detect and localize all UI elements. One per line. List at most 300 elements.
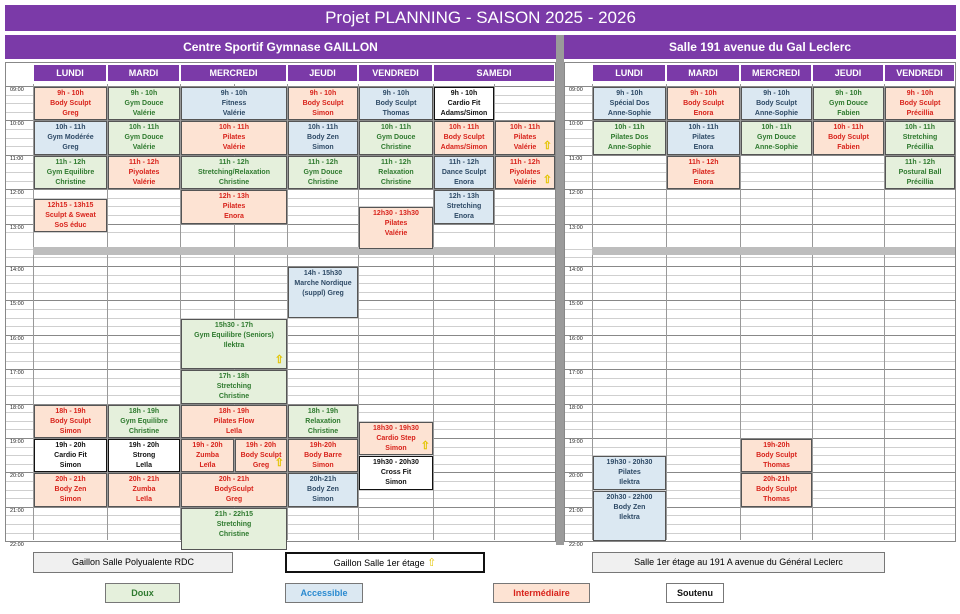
class-time: 20h-21h bbox=[309, 476, 337, 484]
day-header-left-mardi: MARDI bbox=[107, 64, 180, 82]
time-label-left: 13:00 bbox=[10, 224, 24, 231]
time-label-right: 10:00 bbox=[569, 121, 583, 128]
right-grid-line bbox=[565, 404, 955, 405]
right-grid-line bbox=[565, 352, 955, 353]
right-grid-line bbox=[565, 412, 955, 413]
class-name: Piyolates bbox=[509, 168, 541, 176]
class-coach: Enora bbox=[224, 213, 244, 221]
class-coach: Ilektra bbox=[223, 341, 245, 349]
class-time: 19h - 20h bbox=[128, 442, 160, 449]
left-class-block[interactable] bbox=[359, 422, 433, 455]
class-coach: Valérie bbox=[513, 178, 537, 186]
class-time: 11h - 12h bbox=[308, 158, 338, 166]
class-coach: Enora bbox=[693, 144, 714, 152]
class-name: Body Sculpt bbox=[50, 100, 91, 107]
right-grid-line bbox=[565, 318, 955, 319]
class-time: 11h - 12h bbox=[449, 158, 479, 166]
time-label-right: 11:00 bbox=[569, 155, 583, 162]
class-name: Spécial Dos bbox=[609, 100, 650, 107]
right-grid-line bbox=[565, 421, 955, 422]
left-class-block[interactable] bbox=[235, 439, 287, 472]
right-class-block[interactable] bbox=[813, 121, 884, 154]
left-grid-line bbox=[6, 257, 555, 258]
right-grid-line bbox=[565, 198, 955, 199]
class-name: Pilates bbox=[513, 134, 537, 142]
class-coach: Simon bbox=[385, 444, 407, 452]
legend-place-first-floor bbox=[285, 552, 485, 573]
class-time: 20h-21h bbox=[763, 476, 790, 484]
class-time: 19h-20h bbox=[309, 442, 337, 449]
left-class-block[interactable] bbox=[181, 87, 287, 120]
class-coach: Valérie bbox=[222, 144, 246, 152]
class-coach: Simon bbox=[312, 496, 334, 504]
class-coach: Simon bbox=[59, 427, 82, 435]
left-class-block[interactable] bbox=[34, 199, 107, 232]
right-class-block[interactable] bbox=[741, 473, 812, 506]
class-name: Zumba bbox=[132, 486, 156, 494]
left-class-block[interactable] bbox=[108, 439, 180, 472]
right-class-block[interactable] bbox=[667, 156, 740, 189]
left-class-block[interactable] bbox=[108, 121, 180, 154]
class-coach: Enora bbox=[454, 213, 474, 221]
right-class-block[interactable] bbox=[667, 121, 740, 154]
left-class-block[interactable] bbox=[181, 439, 234, 472]
class-coach: Greg bbox=[225, 496, 243, 504]
time-label-left: 22:00 bbox=[10, 542, 24, 549]
class-coach: Ilektra bbox=[619, 513, 640, 521]
class-name: Gym Douce bbox=[829, 100, 868, 107]
left-class-block[interactable] bbox=[181, 121, 287, 154]
class-name: Gym Douce bbox=[124, 100, 164, 107]
time-label-right: 17:00 bbox=[569, 370, 583, 377]
left-class-block[interactable] bbox=[288, 473, 358, 506]
class-name: Body Sculpt bbox=[756, 486, 797, 494]
class-time: 11h - 12h bbox=[129, 158, 159, 166]
class-time: 20h - 21h bbox=[55, 476, 86, 484]
right-class-block[interactable] bbox=[885, 121, 955, 154]
class-time: 18h - 19h bbox=[128, 407, 160, 415]
class-time: 10h - 11h bbox=[833, 124, 864, 132]
time-label-left: 18:00 bbox=[10, 404, 24, 411]
class-time: 19h-20h bbox=[763, 442, 790, 449]
class-coach: Thomas bbox=[763, 496, 790, 504]
class-name: Pilates bbox=[222, 134, 246, 142]
left-class-block[interactable] bbox=[181, 156, 287, 189]
left-class-block[interactable] bbox=[34, 405, 107, 438]
class-coach: Ilektra bbox=[619, 479, 640, 487]
class-time: 18h30 - 19h30 bbox=[373, 424, 419, 432]
day-header-right-lundi: LUNDI bbox=[592, 64, 666, 82]
class-coach: Leïla bbox=[199, 462, 216, 469]
right-grid-line bbox=[565, 309, 955, 310]
class-name: Dance Sculpt bbox=[441, 168, 487, 176]
class-time: 15h30 - 17h bbox=[214, 321, 254, 329]
left-class-block[interactable] bbox=[288, 87, 358, 120]
arrow-up-icon: ⇧ bbox=[274, 457, 284, 470]
left-class-block[interactable] bbox=[181, 508, 287, 550]
left-class-block[interactable] bbox=[434, 87, 494, 120]
class-coach: Simon bbox=[385, 479, 407, 487]
time-label-left: 17:00 bbox=[10, 370, 24, 377]
class-time: 10h - 11h bbox=[510, 124, 540, 132]
class-name: Relaxation bbox=[305, 417, 341, 425]
class-time: 11h - 12h bbox=[510, 158, 540, 166]
class-name: Gym Equilibre bbox=[46, 168, 95, 176]
class-name: Sculpt & Sweat bbox=[45, 211, 96, 219]
class-name: Cardio Step bbox=[376, 434, 416, 442]
class-name: Pilates bbox=[618, 469, 641, 477]
class-coach: Valérie bbox=[384, 230, 408, 238]
legend-level-doux: Doux bbox=[105, 583, 180, 603]
class-coach: Christine bbox=[307, 427, 339, 435]
class-coach: Valérie bbox=[132, 144, 156, 152]
arrow-up-icon: ⇧ bbox=[542, 174, 552, 187]
right-grid-line bbox=[565, 275, 955, 276]
left-class-block[interactable] bbox=[181, 319, 287, 370]
right-grid-line bbox=[565, 266, 955, 267]
class-time: 10h - 11h bbox=[129, 124, 159, 132]
class-coach: Christine bbox=[307, 178, 339, 186]
time-label-right: 21:00 bbox=[569, 507, 583, 514]
class-time: 10h - 11h bbox=[381, 124, 411, 132]
class-time: 9h - 10h bbox=[450, 90, 478, 97]
class-name: Piyolates bbox=[128, 168, 160, 176]
class-coach: Leïla bbox=[136, 496, 152, 504]
class-coach: Christine bbox=[128, 427, 160, 435]
class-time: 18h - 19h bbox=[307, 407, 339, 415]
right-grid-line bbox=[565, 257, 955, 258]
class-time: 10h - 11h bbox=[55, 124, 86, 132]
left-class-block[interactable] bbox=[181, 405, 287, 438]
class-name: Postural Ball bbox=[898, 168, 942, 176]
class-name: Body Sculpt bbox=[756, 100, 797, 107]
class-name: Marche Nordique bbox=[294, 280, 352, 287]
right-grid-line bbox=[565, 215, 955, 216]
left-grid-line bbox=[6, 292, 555, 293]
class-coach: Greg bbox=[252, 462, 270, 469]
class-name: Body Zen bbox=[307, 134, 339, 142]
left-class-block[interactable] bbox=[288, 439, 358, 472]
day-header-right-mercredi: MERCREDI bbox=[740, 64, 812, 82]
time-label-left: 21:00 bbox=[10, 507, 24, 514]
left-class-block[interactable] bbox=[288, 156, 358, 189]
time-label-right: 22:00 bbox=[569, 542, 583, 549]
arrow-up-icon: ⇧ bbox=[427, 557, 437, 569]
class-coach: Christine bbox=[218, 530, 250, 538]
class-time: 9h - 10h bbox=[835, 90, 862, 97]
right-class-block[interactable] bbox=[741, 439, 812, 472]
class-time: 11h - 12h bbox=[219, 158, 249, 166]
class-time: 19h - 20h bbox=[55, 442, 86, 449]
legend-place-rdc: Gaillon Salle Polyualente RDC bbox=[33, 552, 233, 573]
left-class-block[interactable] bbox=[434, 121, 494, 154]
class-time: 9h - 10h bbox=[57, 90, 84, 97]
left-class-block[interactable] bbox=[359, 456, 433, 489]
left-class-block[interactable] bbox=[288, 121, 358, 154]
left-class-block[interactable] bbox=[359, 207, 433, 248]
legend-level-intermediaire: Intermédiaire bbox=[493, 583, 590, 603]
left-class-block[interactable] bbox=[359, 156, 433, 189]
class-coach: Précillia bbox=[906, 144, 934, 152]
class-name: Body Sculpt bbox=[683, 100, 724, 107]
left-class-block[interactable] bbox=[34, 156, 107, 189]
time-label-left: 12:00 bbox=[10, 190, 24, 197]
left-class-block[interactable] bbox=[288, 267, 358, 318]
class-name: Strong bbox=[132, 452, 156, 459]
class-name: Gym Equilibre bbox=[120, 417, 168, 425]
left-grid-line bbox=[6, 266, 555, 267]
time-label-right: 16:00 bbox=[569, 335, 583, 342]
class-coach: Leïla bbox=[136, 462, 152, 469]
arrow-up-icon: ⇧ bbox=[542, 139, 552, 152]
right-grid-line bbox=[565, 189, 955, 190]
class-coach: Greg bbox=[62, 110, 79, 117]
left-class-block[interactable] bbox=[34, 473, 107, 506]
class-name: Pilates bbox=[692, 168, 715, 176]
left-class-block[interactable] bbox=[34, 439, 107, 472]
class-time: 12h30 - 13h30 bbox=[373, 210, 419, 218]
time-label-left: 16:00 bbox=[10, 335, 24, 342]
left-grid-line bbox=[6, 232, 555, 233]
time-label-left: 09:00 bbox=[10, 87, 24, 93]
right-class-block[interactable] bbox=[741, 121, 812, 154]
class-name: Cardio Fit bbox=[447, 100, 481, 107]
class-time: 9h - 10h bbox=[690, 90, 717, 97]
time-label-right: 18:00 bbox=[569, 404, 583, 411]
legend-place-191: Salle 1er étage au 191 A avenue du Général Leclerc bbox=[592, 552, 885, 573]
left-class-block[interactable] bbox=[495, 156, 555, 189]
left-class-block[interactable] bbox=[359, 87, 433, 120]
class-name: Cross Fit bbox=[380, 469, 412, 477]
right-class-block[interactable] bbox=[593, 491, 666, 542]
class-coach: Leïla bbox=[226, 427, 242, 435]
left-class-block[interactable] bbox=[108, 87, 180, 120]
left-class-block[interactable] bbox=[34, 121, 107, 154]
left-grid-line bbox=[6, 283, 555, 284]
right-grid-line bbox=[565, 361, 955, 362]
class-coach: Anne-Sophie bbox=[754, 144, 799, 152]
class-time: 10h - 11h bbox=[688, 124, 719, 132]
day-header-left-jeudi: JEUDI bbox=[287, 64, 358, 82]
left-class-block[interactable] bbox=[181, 473, 287, 506]
day-header-left-samedi: SAMEDI bbox=[433, 64, 555, 82]
time-label-right: 14:00 bbox=[569, 267, 583, 273]
class-coach: (suppl) Greg bbox=[302, 290, 344, 297]
right-class-block[interactable] bbox=[813, 87, 884, 120]
day-header-right-vendredi: VENDREDI bbox=[884, 64, 955, 82]
class-time: 17h - 18h bbox=[218, 373, 250, 381]
time-label-right: 20:00 bbox=[569, 473, 583, 480]
class-coach: Simon bbox=[312, 144, 334, 152]
venue-left-title: Centre Sportif Gymnase GAILLON bbox=[5, 35, 556, 59]
right-grid-line bbox=[565, 395, 955, 396]
class-time: 19h - 20h bbox=[245, 442, 277, 449]
class-time: 19h30 - 20h30 bbox=[606, 459, 653, 467]
time-label-right: 13:00 bbox=[569, 224, 583, 231]
right-grid-line bbox=[565, 300, 955, 301]
day-header-left-mercredi: MERCREDI bbox=[180, 64, 287, 82]
class-coach: Simon bbox=[312, 462, 334, 469]
class-time: 9h - 10h bbox=[616, 90, 643, 97]
class-coach: Simon bbox=[312, 110, 334, 117]
venue-right-title: Salle 191 avenue du Gal Leclerc bbox=[564, 35, 956, 59]
right-grid-line bbox=[565, 429, 955, 430]
class-name: Body Zen bbox=[307, 486, 339, 494]
right-grid-line bbox=[565, 224, 955, 225]
class-coach: Christine bbox=[55, 178, 86, 186]
class-name: Stretching bbox=[216, 383, 252, 391]
right-class-block[interactable] bbox=[885, 87, 955, 120]
class-time: 20h30 - 22h00 bbox=[606, 493, 653, 501]
class-name: Body Zen bbox=[54, 486, 87, 494]
class-time: 10h - 11h bbox=[308, 124, 338, 132]
time-label-left: 19:00 bbox=[10, 439, 24, 445]
class-time: 11h - 12h bbox=[55, 158, 86, 166]
class-coach: Greg bbox=[62, 144, 79, 152]
day-header-right-jeudi: JEUDI bbox=[812, 64, 884, 82]
class-time: 10h - 11h bbox=[219, 124, 249, 132]
class-name: Gym Douce bbox=[124, 134, 164, 142]
class-coach: Christine bbox=[380, 144, 412, 152]
right-class-block[interactable] bbox=[593, 87, 666, 120]
right-class-block[interactable] bbox=[593, 121, 666, 154]
class-name: Pilates Flow bbox=[213, 417, 255, 425]
class-name: Relaxation bbox=[378, 168, 414, 176]
right-class-block[interactable] bbox=[885, 156, 955, 189]
legend-place-first-floor-label: Gaillon Salle 1er étage bbox=[333, 558, 425, 568]
class-name: Pilates bbox=[222, 203, 246, 211]
left-class-block[interactable] bbox=[108, 405, 180, 438]
left-class-block[interactable] bbox=[434, 190, 494, 223]
time-label-right: 15:00 bbox=[569, 301, 583, 308]
class-time: 18h - 19h bbox=[218, 407, 250, 415]
class-coach: Anne-Sophie bbox=[607, 144, 652, 152]
class-time: 10h - 11h bbox=[905, 124, 935, 132]
time-label-left: 15:00 bbox=[10, 301, 24, 308]
right-grid-line bbox=[565, 292, 955, 293]
class-time: 12h - 13h bbox=[218, 193, 250, 201]
class-time: 12h15 - 13h15 bbox=[47, 201, 94, 209]
class-name: Body Barre bbox=[304, 452, 342, 459]
class-name: Body Zen bbox=[613, 503, 646, 511]
left-class-block[interactable] bbox=[434, 156, 494, 189]
class-name: Gym Equilibre (Seniors) bbox=[194, 331, 274, 339]
class-coach: Enora bbox=[693, 110, 714, 117]
left-grid-line bbox=[6, 275, 555, 276]
left-class-block[interactable] bbox=[495, 121, 555, 154]
panel-divider bbox=[556, 35, 564, 545]
right-grid-line bbox=[565, 326, 955, 327]
class-coach: Fabien bbox=[837, 144, 860, 152]
right-class-block[interactable] bbox=[741, 87, 812, 120]
class-name: Pilates Dos bbox=[610, 134, 649, 142]
class-name: Body Sculpt bbox=[375, 100, 417, 107]
right-grid-line bbox=[565, 283, 955, 284]
class-coach: Anne-Sophie bbox=[607, 110, 652, 117]
left-class-block[interactable] bbox=[181, 190, 287, 223]
class-time: 11h - 12h bbox=[905, 158, 935, 166]
left-class-block[interactable] bbox=[359, 121, 433, 154]
day-header-left-lundi: LUNDI bbox=[33, 64, 107, 82]
class-coach: Thomas bbox=[763, 462, 790, 469]
left-class-block[interactable] bbox=[288, 405, 358, 438]
right-break-band bbox=[592, 247, 955, 255]
class-time: 9h - 10h bbox=[309, 90, 337, 97]
right-grid-line bbox=[565, 335, 955, 336]
class-name: Gym Modérée bbox=[47, 134, 94, 142]
class-name: Gym Douce bbox=[757, 134, 796, 142]
class-coach: Simon bbox=[59, 496, 82, 504]
legend-level-soutenu: Soutenu bbox=[666, 583, 724, 603]
class-name: Body Sculpt bbox=[302, 100, 344, 107]
right-grid-line bbox=[565, 386, 955, 387]
class-coach: Valérie bbox=[132, 110, 156, 117]
class-time: 19h30 - 20h30 bbox=[373, 459, 419, 467]
class-name: Body Sculpt bbox=[899, 100, 941, 107]
class-time: 21h - 22h15 bbox=[214, 510, 254, 518]
time-label-right: 19:00 bbox=[569, 439, 583, 445]
class-name: Stretching bbox=[446, 203, 482, 211]
time-label-right: 12:00 bbox=[569, 190, 583, 197]
class-coach: Anne-Sophie bbox=[754, 110, 799, 117]
right-class-block[interactable] bbox=[593, 456, 666, 489]
legend-level-accessible: Accessible bbox=[285, 583, 363, 603]
time-label-right: 09:00 bbox=[569, 87, 583, 93]
left-class-block[interactable] bbox=[108, 156, 180, 189]
class-coach: Simon bbox=[59, 462, 82, 469]
class-name: Stretching/Relaxation bbox=[198, 168, 270, 176]
time-label-left: 10:00 bbox=[10, 121, 24, 128]
class-coach: Adams/Simon bbox=[440, 144, 488, 152]
class-time: 20h - 21h bbox=[128, 476, 160, 484]
class-name: Body Sculpt bbox=[240, 452, 282, 459]
class-name: Body Sculpt bbox=[443, 134, 485, 142]
right-grid-line bbox=[565, 369, 955, 370]
class-coach: Fabien bbox=[837, 110, 860, 117]
class-coach: Adams/Simon bbox=[440, 110, 488, 117]
class-name: Pilates bbox=[692, 134, 715, 142]
day-header-right-mardi: MARDI bbox=[666, 64, 740, 82]
class-time: 19h - 20h bbox=[192, 442, 223, 449]
time-label-left: 11:00 bbox=[10, 155, 24, 162]
left-grid-line bbox=[6, 300, 555, 301]
class-name: Cardio Fit bbox=[54, 452, 87, 459]
class-name: Fitness bbox=[221, 100, 247, 107]
right-class-block[interactable] bbox=[667, 87, 740, 120]
class-name: Body Sculpt bbox=[756, 452, 797, 459]
class-time: 10h - 11h bbox=[761, 124, 792, 132]
left-break-band bbox=[33, 247, 555, 255]
class-coach: Valérie bbox=[222, 110, 246, 117]
class-name: Gym Douce bbox=[376, 134, 416, 142]
time-label-left: 14:00 bbox=[10, 267, 24, 273]
class-name: Stretching bbox=[902, 134, 938, 142]
class-coach: Valérie bbox=[513, 144, 537, 152]
class-name: Body Sculpt bbox=[50, 417, 91, 425]
class-time: 20h - 21h bbox=[218, 476, 250, 484]
right-grid-line bbox=[565, 206, 955, 207]
left-class-block[interactable] bbox=[34, 87, 107, 120]
class-time: 9h - 10h bbox=[763, 90, 790, 97]
page-title: Projet PLANNING - SAISON 2025 - 2026 bbox=[5, 5, 956, 31]
left-class-block[interactable] bbox=[108, 473, 180, 506]
class-time: 11h - 12h bbox=[688, 158, 719, 166]
class-name: Zumba bbox=[196, 452, 219, 459]
left-class-block[interactable] bbox=[181, 370, 287, 403]
right-grid-line bbox=[565, 378, 955, 379]
right-grid-line bbox=[565, 343, 955, 344]
class-time: 9h - 10h bbox=[130, 90, 158, 97]
